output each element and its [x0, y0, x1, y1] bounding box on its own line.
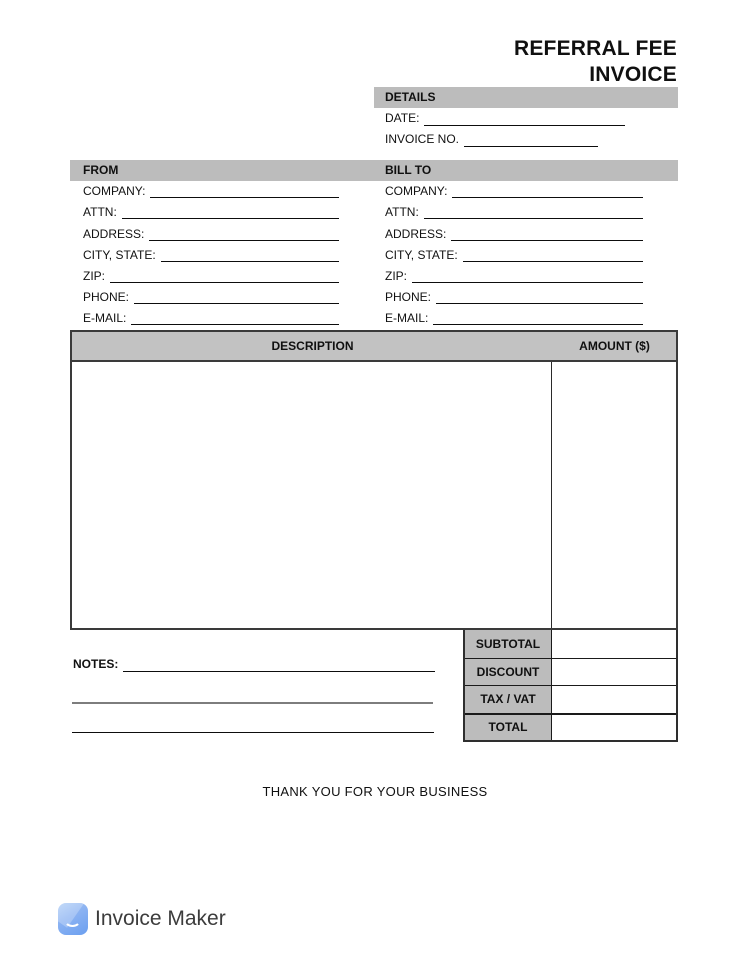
bill-to-attn-input-line[interactable] [424, 206, 643, 219]
amount-cell[interactable] [552, 362, 676, 628]
from-company-row [83, 177, 339, 198]
from-phone-label: PHONE: [83, 290, 130, 305]
bill-to-city-state-row [385, 241, 643, 262]
tax-vat-row [465, 685, 676, 713]
from-attn-label: ATTN: [83, 205, 117, 220]
subtotal-value-cell[interactable] [552, 630, 676, 658]
from-fields [83, 177, 339, 325]
total-value-cell[interactable] [552, 715, 676, 741]
bill-to-company-input-line[interactable] [452, 185, 643, 198]
notes-field-row [73, 653, 435, 672]
description-cell[interactable] [72, 362, 552, 628]
discount-value-cell[interactable] [552, 659, 676, 686]
from-email-row [83, 304, 339, 325]
bill-to-attn-row [385, 198, 643, 219]
bill-to-city-state-label: CITY, STATE: [385, 247, 458, 262]
from-company-input-line[interactable] [150, 185, 339, 198]
bill-to-header-label: BILL TO [385, 163, 432, 177]
bill-to-address-input-line[interactable] [451, 228, 643, 241]
bill-to-fields [385, 177, 643, 325]
from-phone-input-line[interactable] [134, 291, 339, 304]
from-address-input-line[interactable] [149, 228, 339, 241]
invoice-no-label: INVOICE NO. [385, 132, 460, 146]
tax-vat-label: TAX / VAT [465, 686, 552, 713]
bill-to-email-row [385, 304, 643, 325]
date-field-row [385, 107, 625, 126]
details-header-label: DETAILS [385, 90, 436, 104]
tax-vat-value-cell[interactable] [552, 686, 676, 713]
bill-to-zip-label: ZIP: [385, 268, 408, 283]
from-attn-row [83, 198, 339, 219]
from-city-state-input-line[interactable] [161, 249, 339, 262]
details-section-header [374, 87, 678, 108]
bill-to-phone-input-line[interactable] [436, 291, 643, 304]
discount-label: DISCOUNT [465, 659, 552, 686]
notes-label: NOTES: [73, 657, 119, 671]
bill-to-phone-row [385, 283, 643, 304]
bill-to-company-label: COMPANY: [385, 184, 448, 199]
brand-name: Invoice Maker [95, 907, 226, 930]
subtotal-label: SUBTOTAL [465, 630, 552, 658]
notes-input-line-2[interactable] [72, 688, 433, 704]
from-zip-input-line[interactable] [110, 270, 339, 283]
description-column-header: DESCRIPTION [271, 339, 354, 353]
from-phone-row [83, 283, 339, 304]
from-zip-row [83, 262, 339, 283]
from-zip-label: ZIP: [83, 268, 106, 283]
bill-to-phone-label: PHONE: [385, 290, 432, 305]
subtotal-row [465, 630, 676, 658]
title-line-2: INVOICE [589, 63, 677, 86]
from-city-state-label: CITY, STATE: [83, 247, 156, 262]
page-title [514, 36, 677, 88]
from-company-label: COMPANY: [83, 184, 146, 199]
bill-to-zip-row [385, 262, 643, 283]
smile-icon [64, 913, 81, 927]
bill-to-address-row [385, 219, 643, 240]
date-label: DATE: [385, 111, 420, 125]
items-table-body [70, 362, 678, 630]
from-address-label: ADDRESS: [83, 226, 145, 241]
bill-to-email-label: E-MAIL: [385, 311, 429, 326]
invoice-no-input-line[interactable] [464, 133, 598, 147]
items-table-header [70, 330, 678, 362]
invoice-maker-logo-icon [58, 903, 88, 935]
invoice-no-field-row [385, 128, 598, 147]
thank-you-message: THANK YOU FOR YOUR BUSINESS [262, 784, 488, 799]
totals-summary-table [463, 630, 678, 742]
from-address-row [83, 219, 339, 240]
total-label: TOTAL [465, 715, 552, 741]
title-line-1: REFERRAL FEE [513, 37, 677, 60]
bill-to-zip-input-line[interactable] [412, 270, 643, 283]
bill-to-attn-label: ATTN: [385, 205, 419, 220]
notes-input-line-3[interactable] [72, 717, 434, 733]
total-row [465, 713, 676, 741]
date-input-line[interactable] [424, 112, 625, 126]
from-header-label: FROM [83, 163, 119, 177]
discount-row [465, 658, 676, 686]
from-city-state-row [83, 241, 339, 262]
from-email-input-line[interactable] [131, 312, 339, 325]
notes-input-line-1[interactable] [123, 658, 435, 672]
from-attn-input-line[interactable] [122, 206, 339, 219]
bill-to-address-label: ADDRESS: [385, 226, 447, 241]
amount-column-header: AMOUNT ($) [579, 339, 650, 353]
bill-to-company-row [385, 177, 643, 198]
bill-to-email-input-line[interactable] [433, 312, 643, 325]
from-email-label: E-MAIL: [83, 311, 127, 326]
bill-to-city-state-input-line[interactable] [463, 249, 643, 262]
